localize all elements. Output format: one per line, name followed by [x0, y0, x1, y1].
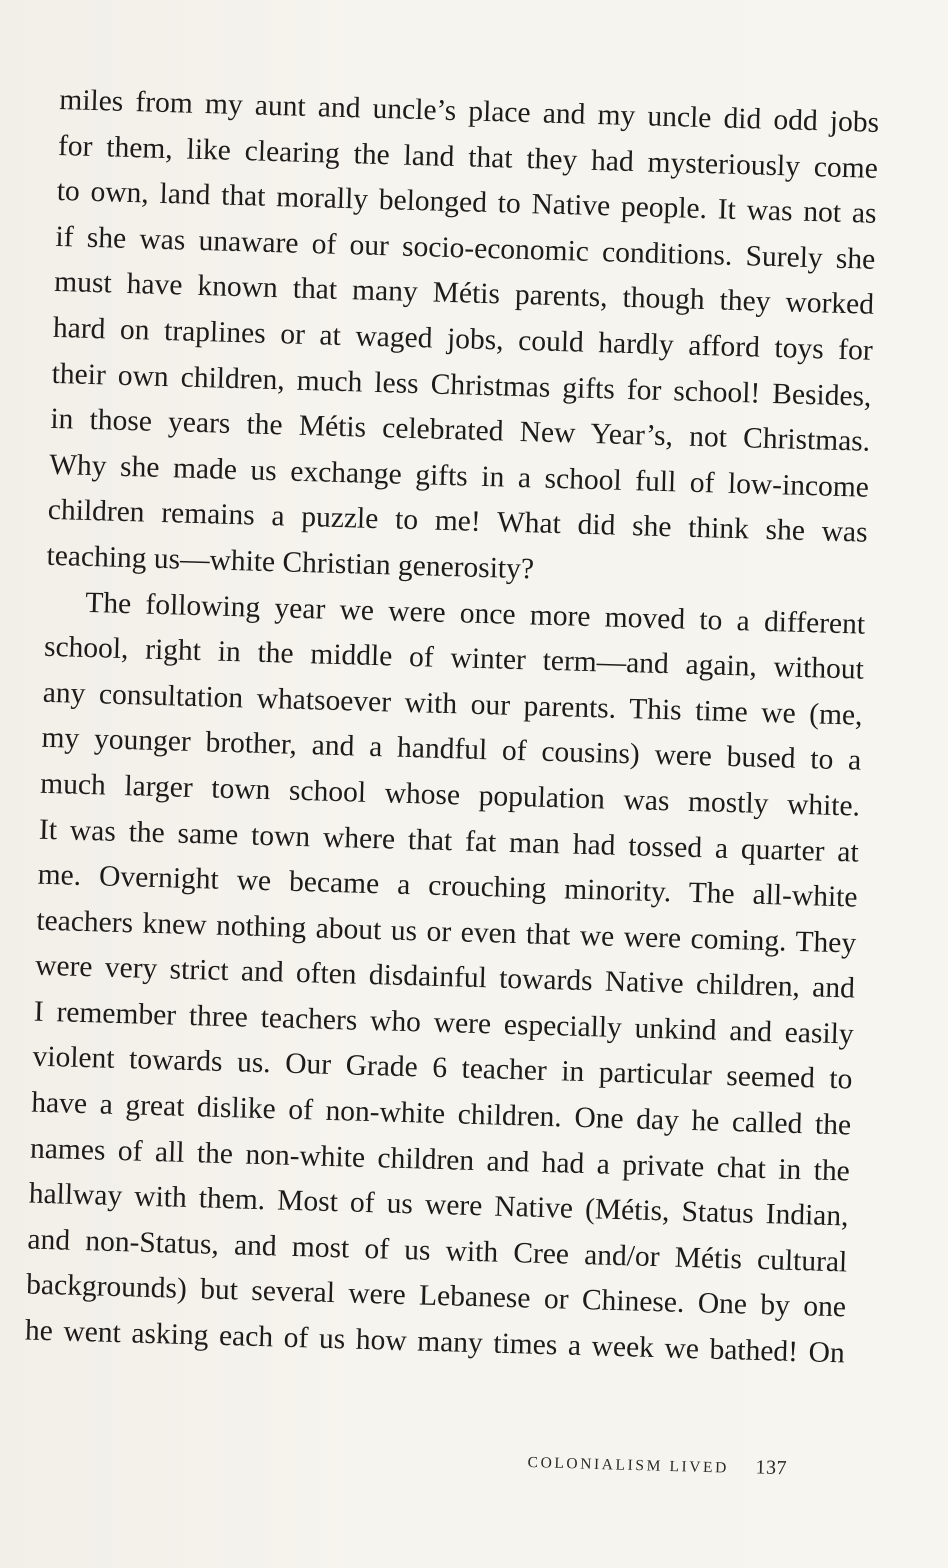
- text-line: have a great dislike of non-white children. One day he called the: [30, 1086, 852, 1142]
- text-line: my younger brother, and a handful of cousins) were bused to a: [41, 722, 862, 777]
- text-line: if she was unaware of our socio-economic conditions. Surely she: [55, 220, 876, 276]
- text-line: to own, land that morally belonged to Native people. It was not as: [56, 175, 877, 231]
- text-line: hallway with them. Most of us were Native (Métis, Status Indian,: [28, 1177, 849, 1233]
- text-line: names of all the non-white children and had a private chat in the: [29, 1132, 851, 1188]
- text-line: Why she made us exchange gifts in a school full of low-income: [48, 448, 870, 504]
- text-line: were very strict and often disdainful towards Native children, and: [34, 949, 856, 1005]
- paragraph-1: [46, 78, 880, 602]
- text-line: must have known that many Métis parents, though they worked: [53, 266, 875, 322]
- text-line: backgrounds) but several were Lebanese or Chinese. One by one: [25, 1268, 847, 1324]
- text-line: he went asking each of us how many times a week we bathed! On: [24, 1314, 846, 1370]
- text-line: hard on traplines or at waged jobs, could hardly afford toys for: [52, 311, 874, 367]
- text-line: school, right in the middle of winter term—and again, without: [43, 630, 865, 686]
- page-number: 137: [755, 1456, 788, 1480]
- text-line: I remember three teachers who were especially unkind and easily: [33, 995, 855, 1051]
- text-line: me. Overnight we became a crouching minority. The all-white: [37, 858, 858, 914]
- text-line: children remains a puzzle to me! What did she think she was: [47, 494, 869, 550]
- text-line: in those years the Métis celebrated New Year’s, not Christmas.: [50, 403, 871, 458]
- text-line: violent towards us. Our Grade 6 teacher in particular seemed to: [32, 1041, 853, 1096]
- text-line: and non-Status, and most of us with Cree and/or Métis cultural: [27, 1223, 848, 1279]
- text-line: The following year we were once more moved to a different: [84, 586, 866, 641]
- text-line: teachers knew nothing about us or even that we were coming. They: [36, 904, 857, 960]
- text-line: any consultation whatsoever with our parents. This time we (me,: [42, 676, 863, 732]
- text-line: It was the same town where that fat man had tossed a quarter at: [38, 813, 860, 869]
- text-line: much larger town school whose population was mostly white.: [39, 767, 861, 823]
- running-head: COLONIALISM LIVED: [527, 1453, 730, 1477]
- text-line: for them, like clearing the land that they had mysteriously come: [57, 129, 879, 185]
- body-text: [23, 78, 880, 1423]
- page-footer: [527, 1450, 838, 1482]
- text-line: miles from my aunt and uncle’s place and my uncle did odd jobs: [58, 83, 880, 139]
- text-line: teaching us—white Christian generosity?: [46, 539, 535, 586]
- text-line: their own children, much less Christmas gifts for school! Besides,: [51, 357, 872, 413]
- paragraph-2: [23, 579, 866, 1422]
